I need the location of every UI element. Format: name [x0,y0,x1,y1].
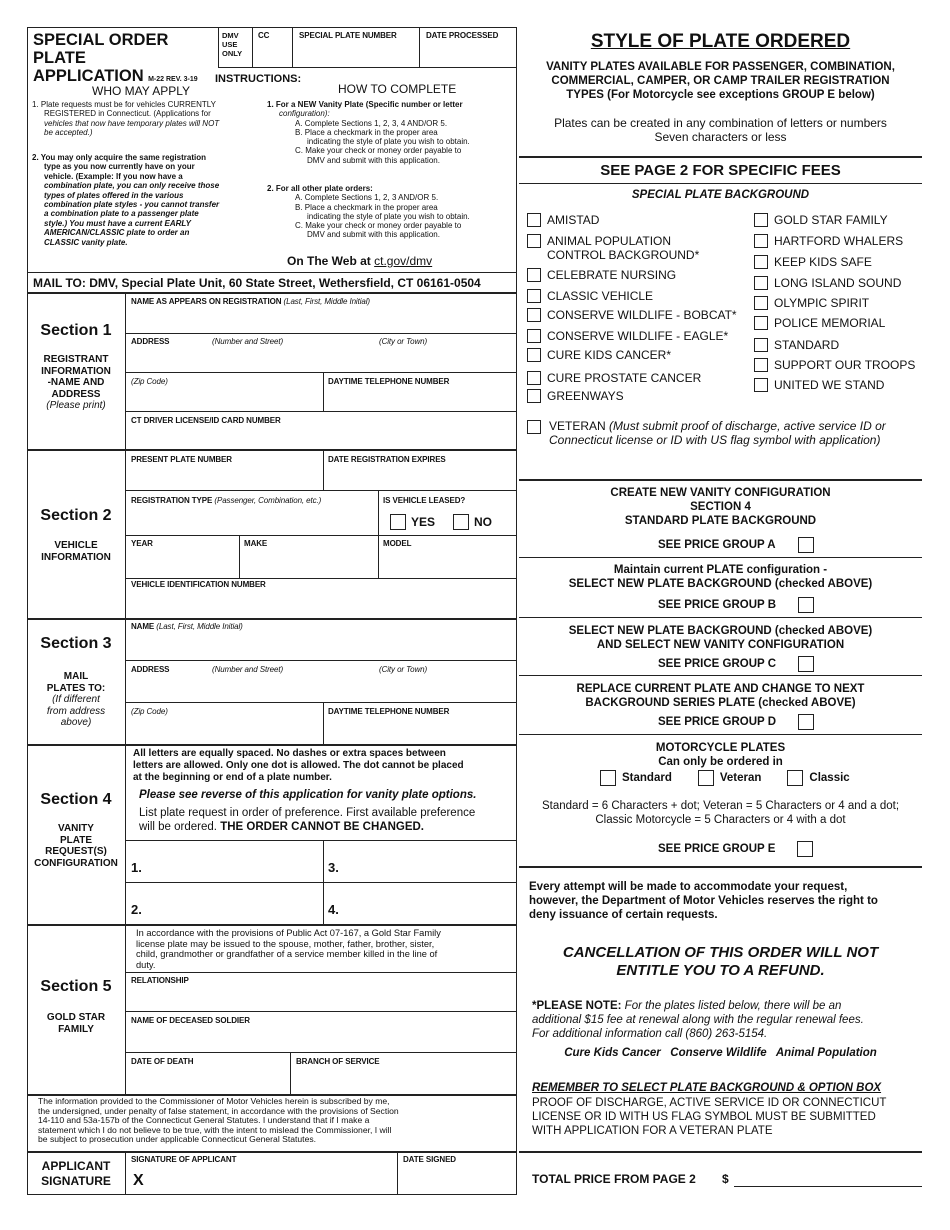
plate-amistad[interactable] [527,213,599,227]
dmv-use-line2: USE [222,40,238,49]
special-plate-background-heading: SPECIAL PLATE BACKGROUND [631,189,810,201]
date-processed-box[interactable]: DATE PROCESSED [426,31,499,40]
divider [125,333,517,334]
fee-note-plates: Cure Kids Cancer Conserve Wildlife Animal Population [564,1047,877,1059]
plate-label: KEEP KIDS SAFE [774,255,872,269]
divider [323,449,324,490]
s2-reg-expires-field[interactable]: DATE REGISTRATION EXPIRES [328,455,446,464]
section-5-sub: FAMILY [58,1023,94,1035]
divider [323,702,324,744]
group-c-text: SELECT NEW PLATE BACKGROUND (checked ABOVE) AND SELECT NEW VANITY CONFIGURATION [568,625,873,651]
s2-plate-field[interactable]: PRESENT PLATE NUMBER [131,455,232,464]
total-price-label: TOTAL PRICE FROM PAGE 2 [532,1172,696,1186]
group-b-checkbox[interactable] [798,597,814,613]
group-c-checkbox[interactable] [798,656,814,672]
section-3-label [27,635,125,729]
title-line1: SPECIAL ORDER PLATE [33,31,169,67]
vanity-reverse-note: Please see reverse of this application for vanity plate options. [139,789,477,801]
dmv-use-line1: DMV [222,31,239,40]
leased-yes-option[interactable] [390,514,435,530]
s3-city-hint: (City or Town) [379,665,428,674]
divider [125,535,517,536]
divider [27,618,517,620]
plate-label: POLICE MEMORIAL [774,316,886,330]
s3-name-field[interactable]: NAME (Last, First, Middle Initial) [131,622,243,631]
plate-bobcat-checkbox[interactable] [527,308,541,322]
section-2-label [27,507,125,563]
plate-conserve-wildlife-eagle[interactable] [527,329,728,343]
s1-license-field[interactable]: CT DRIVER LICENSE/ID CARD NUMBER [131,416,281,425]
total-price-field[interactable] [734,1173,922,1187]
who-item-2: 2. You may only acquire the same registration type as you now currently have on your vehicle. (Example: If you now have a combination plate, you can only receive those types of plates offered in the various combination plate styles - you cannot transfer a combination plate to a passenger plate style.) You must have a current EARLY AMERICAN/CLASSIC plate to order an CLASSIC vanity plate. [32,153,220,247]
vanity-rules: All letters are equally spaced. No dashes or extra spaces between letters are allowed. Only one dot is allowed. The dot cannot be placed at the beginning or end of a plate number. [133,748,464,783]
section-2-sub: INFORMATION [41,551,111,563]
divider [397,1151,398,1195]
plate-label: CURE KIDS CANCER* [547,348,672,362]
s1-zip-field[interactable]: (Zip Code) [131,377,168,386]
divider [239,535,240,578]
group-d-option[interactable] [658,714,814,730]
divider [519,866,922,868]
cc-box[interactable]: CC [253,27,293,67]
s2-model-field[interactable]: MODEL [383,539,412,548]
leased-no-checkbox[interactable] [453,514,469,530]
plate-label: VETERAN [549,419,606,433]
plate-label: CLASSIC VEHICLE [547,289,654,303]
leased-label: IS VEHICLE LEASED? [383,496,466,505]
section-1-sub: REGISTRANT [43,354,109,365]
divider [519,156,922,158]
plate-label: GOLD STAR FAMILY [774,213,888,227]
leased-yes-checkbox[interactable] [390,514,406,530]
group-d-checkbox[interactable] [798,714,814,730]
plate-cure-kids-cancer-checkbox[interactable] [527,348,541,362]
s5-branch-field[interactable]: BRANCH OF SERVICE [296,1057,380,1066]
leased-yes-label: YES [411,515,436,529]
divider [125,660,517,661]
divider [125,372,517,373]
section-4-sub: VANITY [58,823,94,834]
plate-animal-population[interactable] [527,234,699,262]
group-b-price-label: SEE PRICE GROUP B [658,599,777,611]
divider [27,292,517,294]
divider [290,1052,291,1094]
s1-address-hint: (Number and Street) [212,337,284,346]
s1-name-field[interactable]: NAME AS APPEARS ON REGISTRATION (Last, First, Middle Initial) [131,297,370,306]
plate-celebrate-nursing[interactable] [527,268,676,282]
see-page-2: SEE PAGE 2 FOR SPECIFIC FEES [600,162,841,179]
s2-year-field[interactable]: YEAR [131,539,153,548]
motorcycle-options [600,770,850,786]
plate-veteran[interactable] [527,419,886,447]
leased-no-label: NO [474,515,492,529]
group-e-option[interactable] [658,841,813,857]
plate-amistad-checkbox[interactable] [527,213,541,227]
section-4-sub: PLATE [59,834,93,846]
section-3-sub: MAIL [63,671,89,682]
fee-note-label: *PLEASE NOTE: [532,1000,622,1012]
plate-gold-star-family[interactable] [754,213,888,227]
plate-classic-vehicle-checkbox[interactable] [527,289,541,303]
s3-address-field[interactable]: ADDRESS [131,665,170,674]
s5-date-death-field[interactable]: DATE OF DEATH [131,1057,194,1066]
vanity-choice-1[interactable]: 1. [131,860,142,875]
divider [125,490,517,491]
vanity-choice-2[interactable]: 2. [131,902,142,917]
section-3-note: (If different [52,694,100,705]
divider [125,1151,126,1195]
s1-city-hint: (City or Town) [379,337,428,346]
section-5-label [27,978,125,1035]
divider [27,449,517,451]
plate-united-we-stand-checkbox[interactable] [754,378,768,392]
plate-police-memorial[interactable] [754,316,885,330]
group-c-price-label: SEE PRICE GROUP C [658,658,777,670]
plate-label: ANIMAL POPULATION [547,234,672,248]
s3-address-hint: (Number and Street) [212,665,284,674]
who-may-apply-heading: WHO MAY APPLY [92,84,191,98]
plate-label: OLYMPIC SPIRIT [774,296,870,310]
divider [125,882,517,883]
how-item-1: 1. For a NEW Vanity Plate (Specific number or letter configuration): A. Complete Sections 1, 2, 3, 4 AND/OR 5. B. Place a checkmark in the proper area indicating the style of plate you wish to obtain. C. Make your check or money order payable to DMV and submit with this application. [267,100,470,165]
section-3-sub: PLATES TO: [46,682,106,694]
form-title [33,31,218,89]
group-a-text: CREATE NEW VANITY CONFIGURATION SECTION 4 STANDARD PLATE BACKGROUND [610,487,831,527]
plate-greenways-checkbox[interactable] [527,389,541,403]
web-label: On The Web at [287,254,371,268]
instructions-heading: INSTRUCTIONS: [215,73,302,85]
section-1-sub: -NAME AND [47,377,105,388]
plate-olympic-spirit-checkbox[interactable] [754,296,768,310]
motorcycle-classic-checkbox[interactable] [787,770,803,786]
plate-standard-checkbox[interactable] [754,338,768,352]
plate-veteran-checkbox[interactable] [527,420,541,434]
section-1-note: (Please print) [46,400,106,411]
web-line [287,254,432,268]
plate-police-memorial-checkbox[interactable] [754,316,768,330]
form-number: M-22 REV. 3-19 [148,76,198,83]
group-a-checkbox[interactable] [798,537,814,553]
plate-olympic-spirit[interactable] [754,296,869,310]
plate-support-troops-checkbox[interactable] [754,358,768,372]
plate-keep-kids-safe[interactable] [754,255,872,269]
vanity-choice-3[interactable]: 3. [328,860,339,875]
dollar-sign: $ [722,1172,729,1186]
remember-note: REMEMBER TO SELECT PLATE BACKGROUND & OPTION BOX [532,1082,882,1094]
veteran-note: Connecticut license or ID with US flag symbol with application) [549,433,881,447]
plate-long-island-sound-checkbox[interactable] [754,276,768,290]
title-line2: APPLICATION [33,67,144,85]
plate-cure-prostate-cancer[interactable] [527,371,701,385]
divider [323,372,324,411]
divider [125,1052,517,1053]
plate-eagle-checkbox[interactable] [527,329,541,343]
header-divider [218,67,517,68]
web-link[interactable]: ct.gov/dmv [374,254,433,268]
vanity-availability: VANITY PLATES AVAILABLE FOR PASSENGER, COMBINATION, COMMERCIAL, CAMPER, OR CAMP TRAILER REGISTRATION TYPES (For Motorcycle see exceptions GROUP E below) [546,61,895,101]
section-1-sub: ADDRESS [51,388,101,400]
attestation-text: The information provided to the Commissioner of Motor Vehicles herein is subscribed by me, the undersigned, under penalty of false statement, in accordance with the provisions of Section 14-110 and 53a-157b of the Connecticut General Statutes. I understand that if I make a statement which I do not believe to be true, with the intent to mislead the Commissioner, I will be subject to prosecution under applicable Connecticut General Statutes. [38,1096,399,1145]
who-item-1: 1. Plate requests must be for vehicles CURRENTLY REGISTERED in Connecticut. (Applications for vehicles that now have temporary plates will NOT be accepted.) [32,100,220,137]
divider [378,490,379,578]
section-1-label [27,322,125,412]
leased-no-option[interactable] [453,514,492,530]
plate-gold-star-checkbox[interactable] [754,213,768,227]
special-plate-number-box[interactable]: SPECIAL PLATE NUMBER [293,27,420,67]
divider [27,744,517,746]
plate-label: GREENWAYS [547,389,624,403]
plate-creation-note: Plates can be created in any combination of letters or numbers Seven characters or less [554,116,887,144]
fee-note: *PLEASE NOTE: For the plates listed below, there will be an additional $15 fee at renewal along with the regular renewal fees. For additional information call (860) 263-5154. [532,1000,864,1040]
plate-label: CONSERVE WILDLIFE - EAGLE* [547,329,729,343]
s2-reg-type-field[interactable]: REGISTRATION TYPE (Passenger, Combination, etc.) [131,496,322,505]
section-2-title: Section 2 [40,507,112,524]
s2-make-field[interactable]: MAKE [244,539,268,548]
plate-label: STANDARD [774,338,840,352]
plate-hartford-whalers[interactable] [754,234,903,248]
section-4-label [27,791,125,869]
motorcycle-standard-label: Standard [622,772,672,784]
s2-vin-field[interactable]: VEHICLE IDENTIFICATION NUMBER [131,580,266,589]
divider [519,479,922,481]
s1-address-field[interactable]: ADDRESS [131,337,170,346]
divider [519,1151,922,1153]
gold-star-text: In accordance with the provisions of Public Act 07-167, a Gold Star Family license plate may be issued to the spouse, mother, father, brother, sister, child, grandmother or grandfather of a service member killed in the line of duty. [136,928,441,970]
plate-united-we-stand[interactable] [754,378,884,392]
plate-cure-kids-cancer[interactable] [527,348,671,362]
veteran-proof-note: PROOF OF DISCHARGE, ACTIVE SERVICE ID OR CONNECTICUT LICENSE OR ID WITH US FLAG SYMBOL MUST BE SUBMITTED WITH APPLICATION FOR A VETERAN PLATE [532,1097,887,1137]
motorcycle-classic-label: Classic [809,772,850,784]
divider [125,840,517,841]
divider [519,617,922,618]
section-1-title: Section 1 [40,322,112,339]
section-3-note: above) [60,717,92,728]
style-title: STYLE OF PLATE ORDERED [590,31,851,52]
plate-label: HARTFORD WHALERS [774,234,904,248]
s5-relationship-field[interactable]: RELATIONSHIP [131,976,189,985]
motorcycle-character-rules: Standard = 6 Characters + dot; Veteran = 5 Characters or 4 and a dot; Classic Motorcycle = 5 Characters or 4 with a dot [541,800,900,826]
divider [27,1151,517,1153]
motorcycle-standard-checkbox[interactable] [600,770,616,786]
vanity-choice-4[interactable]: 4. [328,902,339,917]
plate-label: AMISTAD [547,213,600,227]
plate-label: CONSERVE WILDLIFE - BOBCAT* [547,308,737,322]
plate-classic-vehicle[interactable] [527,289,653,303]
plate-keep-kids-safe-checkbox[interactable] [754,255,768,269]
s1-phone-field[interactable]: DAYTIME TELEPHONE NUMBER [328,377,450,386]
group-e-checkbox[interactable] [797,841,813,857]
plate-animal-population-checkbox[interactable] [527,234,541,248]
divider [125,578,517,579]
divider [125,702,517,703]
divider [519,675,922,676]
signature-field-label: SIGNATURE OF APPLICANT [131,1155,237,1164]
s5-deceased-field[interactable]: NAME OF DECEASED SOLDIER [131,1016,250,1025]
section-5-title: Section 5 [40,978,112,995]
how-to-complete-heading: HOW TO COMPLETE [338,82,457,96]
plate-label: CONTROL BACKGROUND* [547,248,700,262]
section-4-title: Section 4 [40,791,112,808]
mail-to-address: MAIL TO: DMV, Special Plate Unit, 60 State Street, Wethersfield, CT 06161-0504 [33,276,481,290]
plate-greenways[interactable] [527,389,624,403]
divider [27,272,517,273]
group-e-text: MOTORCYCLE PLATES Can only be ordered in [655,742,786,768]
group-d-text: REPLACE CURRENT PLATE AND CHANGE TO NEXT BACKGROUND SERIES PLATE (checked ABOVE) [576,683,865,709]
group-a-price-label: SEE PRICE GROUP A [658,539,776,551]
divider [519,734,922,735]
veteran-note: (Must submit proof of discharge, active service ID or [609,419,886,433]
plate-label: CELEBRATE NURSING [547,268,677,282]
section-1-sub: INFORMATION [41,365,111,377]
plate-hartford-whalers-checkbox[interactable] [754,234,768,248]
section-label-divider [125,292,126,1094]
group-b-option[interactable] [658,597,814,613]
applicant-signature-label: APPLICANT SIGNATURE [41,1159,111,1188]
section-4-sub: REQUEST(S) [45,846,107,857]
divider [125,1011,517,1012]
group-a-option[interactable] [658,537,814,553]
plate-conserve-wildlife-bobcat[interactable] [527,308,737,322]
plate-support-our-troops[interactable] [754,358,915,372]
cancellation-notice: CANCELLATION OF THIS ORDER WILL NOT ENTITLE YOU TO A REFUND. [562,944,879,979]
group-c-option[interactable] [658,656,814,672]
section-5-sub: GOLD STAR [46,1012,106,1023]
group-d-price-label: SEE PRICE GROUP D [658,716,777,728]
plate-cure-prostate-cancer-checkbox[interactable] [527,371,541,385]
section-2-sub: VEHICLE [54,540,98,551]
accommodation-notice: Every attempt will be made to accommodate your request, however, the Department of Motor Vehicles reserves the right to deny issuance of certain requests. [529,881,878,921]
divider [125,411,517,412]
section-4-sub: CONFIGURATION [34,857,118,869]
plate-celebrate-nursing-checkbox[interactable] [527,268,541,282]
plate-label: CURE PROSTATE CANCER [547,371,702,385]
plate-label: UNITED WE STAND [774,378,885,392]
motorcycle-veteran-label: Veteran [719,772,762,784]
divider [125,972,517,973]
divider [27,924,517,926]
s3-phone-field[interactable]: DAYTIME TELEPHONE NUMBER [328,707,450,716]
plate-long-island-sound[interactable] [754,276,901,290]
section-3-title: Section 3 [40,635,112,652]
date-signed-field[interactable]: DATE SIGNED [403,1155,456,1164]
signature-field[interactable]: X [133,1172,144,1189]
group-e-price-label: SEE PRICE GROUP E [658,843,776,855]
divider [519,557,922,558]
motorcycle-veteran-checkbox[interactable] [698,770,714,786]
plate-standard[interactable] [754,338,839,352]
group-b-text: Maintain current PLATE configuration - SELECT NEW PLATE BACKGROUND (checked ABOVE) [568,564,873,590]
section-3-note: from address [46,705,106,717]
vanity-preference-note: List plate request in order of preference. First available preference will be ordered. THE ORDER CANNOT BE CHANGED. [139,807,476,833]
plate-label: LONG ISLAND SOUND [774,276,902,290]
plate-label: SUPPORT OUR TROOPS [774,358,916,372]
dmv-use-only-box [218,27,253,67]
how-item-2: 2. For all other plate orders: A. Complete Sections 1, 2, 3 AND/OR 5. B. Place a checkmark in the proper area indicating the style of plate you wish to obtain. C. Make your check or money order payable to DMV and submit with this application. [267,184,470,240]
divider [519,183,922,184]
s3-zip-field[interactable]: (Zip Code) [131,707,168,716]
dmv-use-line3: ONLY [222,49,243,58]
